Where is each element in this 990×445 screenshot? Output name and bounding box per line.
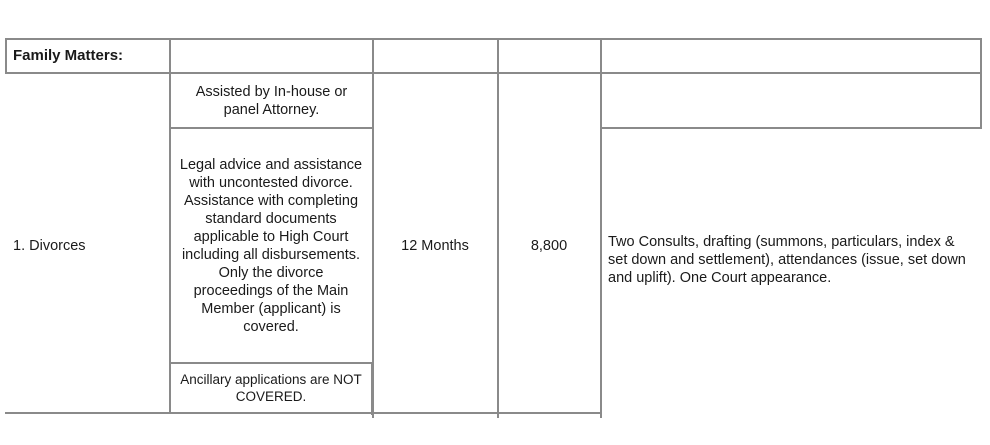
amount-cell: 8,800 [530, 237, 568, 254]
item-label-cell: 1. Divorces [13, 237, 86, 254]
col4-divider [600, 38, 602, 418]
details-cell: Two Consults, drafting (summons, particulars, index & set down and settlement), attendances (issue, set down and uplift). One Court appearance. [608, 234, 966, 286]
table-bottom-border [5, 412, 601, 414]
col1-divider [169, 38, 171, 414]
section-title: Family Matters: [13, 47, 124, 64]
service-note-cell: Assisted by In-house or panel Attorney. [195, 83, 348, 118]
header-bottom-border [5, 72, 982, 74]
table-right-border [980, 38, 982, 129]
description-cell: Legal advice and assistance with uncontested divorce. Assistance with completing standard documents applicable to High Court including all disbursements. Only the divorce proceedings of the Main Member (applicant) is covered. [179, 156, 363, 335]
waiting-period-cell: 12 Months [401, 237, 469, 254]
table-left-border [5, 38, 7, 73]
exclusion-note-cell: Ancillary applications are NOT COVERED. [180, 372, 362, 404]
col2-divider-thick [371, 363, 374, 415]
